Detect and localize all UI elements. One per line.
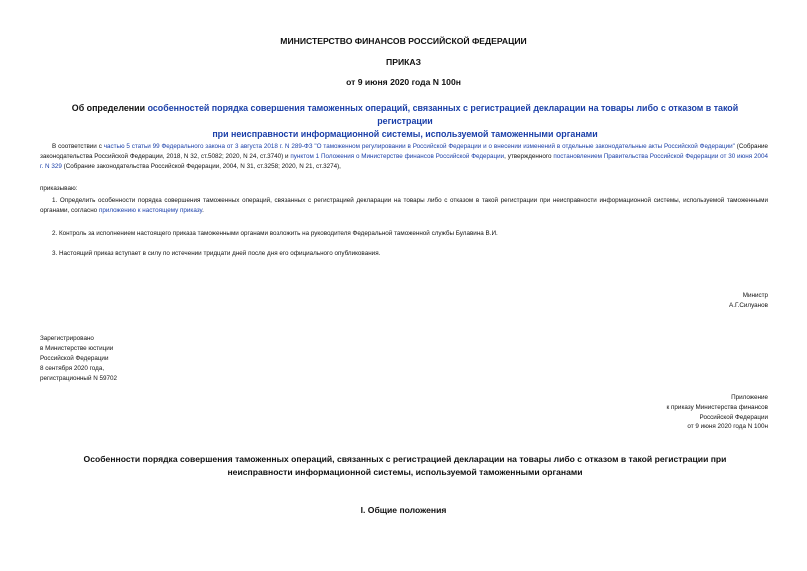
government-decree-link[interactable]: постановлением Правительства Российской Федерации от 30 июня 2004 г. N 329 bbox=[40, 153, 768, 170]
appendix-line-4: от 9 июня 2020 года N 100н bbox=[687, 423, 768, 431]
preamble-text-2: (Собрание законодательства Российской Федерации, 2018, N 32, ст.5082; 2020, N 24, ст.3740) и bbox=[40, 143, 768, 160]
preamble-text-1: В соответствии с bbox=[52, 143, 104, 150]
order-word: приказываю: bbox=[40, 185, 78, 192]
appendix-line-2: к приказу Министерства финансов bbox=[666, 403, 768, 411]
ministry-regulation-link[interactable]: пунктом 1 Положения о Министерстве финансов Российской Федерации bbox=[290, 153, 505, 160]
document-title bbox=[60, 102, 750, 141]
doc-date-number: от 9 июня 2020 года N 100н bbox=[346, 77, 461, 87]
title-link-line1[interactable]: особенностей порядка совершения таможенных операций, связанных с регистрацией декларации на товары либо с отказом в такой регистрации bbox=[147, 103, 739, 126]
appendix-line-3: Российской Федерации bbox=[699, 413, 768, 421]
registration-block bbox=[40, 334, 117, 384]
item-1-text: 1. Определить особенности порядка совершения таможенных операций, связанных с регистрацией декларации на товары либо с отказом в такой регистрации при неисправности информационной системы, используемой таможенными органами, согласно bbox=[40, 197, 768, 214]
signature-position: Министр bbox=[742, 292, 768, 299]
preamble-text-3: , утвержденного bbox=[504, 153, 554, 160]
preamble-paragraph bbox=[40, 142, 768, 172]
registration-line-1: Зарегистрировано bbox=[40, 335, 94, 342]
order-item-1 bbox=[40, 196, 768, 216]
order-item-3: 3. Настоящий приказ вступает в силу по истечении тридцати дней после дня его официального опубликования. bbox=[52, 250, 381, 257]
order-item-2: 2. Контроль за исполнением настоящего приказа таможенными органами возложить на руководителя Федеральной таможенной службы Булавина В.И. bbox=[52, 230, 498, 237]
signature-block bbox=[729, 291, 768, 311]
registration-line-5: регистрационный N 59702 bbox=[40, 374, 118, 382]
ministry-heading: МИНИСТЕРСТВО ФИНАНСОВ РОССИЙСКОЙ ФЕДЕРАЦИИ bbox=[280, 36, 527, 46]
appendix-title bbox=[50, 453, 760, 479]
section-title: I. Общие положения bbox=[360, 505, 447, 515]
registration-line-2: в Министерстве юстиции bbox=[40, 344, 114, 352]
doc-type-heading: ПРИКАЗ bbox=[386, 57, 421, 67]
preamble-text-4: (Собрание законодательства Российской Федерации, 2004, N 31, ст.3258; 2020, N 21, ст.3274), bbox=[61, 163, 341, 170]
item-1-end: . bbox=[202, 207, 204, 214]
appendix-block bbox=[667, 393, 768, 432]
title-link-line2[interactable]: при неисправности информационной системы, используемой таможенными органами bbox=[212, 129, 598, 139]
appendix-title-line-2: неисправности информационной системы, используемой таможенными органами bbox=[227, 467, 583, 477]
registration-line-4: 8 сентября 2020 года, bbox=[40, 364, 105, 372]
signature-name: А.Г.Силуанов bbox=[729, 301, 768, 309]
appendix-line-1: Приложение bbox=[731, 394, 768, 401]
title-prefix: Об определении bbox=[71, 103, 148, 113]
appendix-title-line-1: Особенности порядка совершения таможенных операций, связанных с регистрацией декларации на товары либо с отказом в такой регистрации при bbox=[83, 454, 727, 464]
registration-line-3: Российской Федерации bbox=[40, 354, 109, 362]
appendix-link[interactable]: приложению к настоящему приказу bbox=[98, 207, 203, 214]
law-289-link[interactable]: частью 5 статьи 99 Федерального закона от 3 августа 2018 г. N 289-ФЗ "О таможенном регулировании в Российской Федерации и о внесении изменений в отдельные законодательные акты Российской Федерации" bbox=[103, 143, 735, 150]
